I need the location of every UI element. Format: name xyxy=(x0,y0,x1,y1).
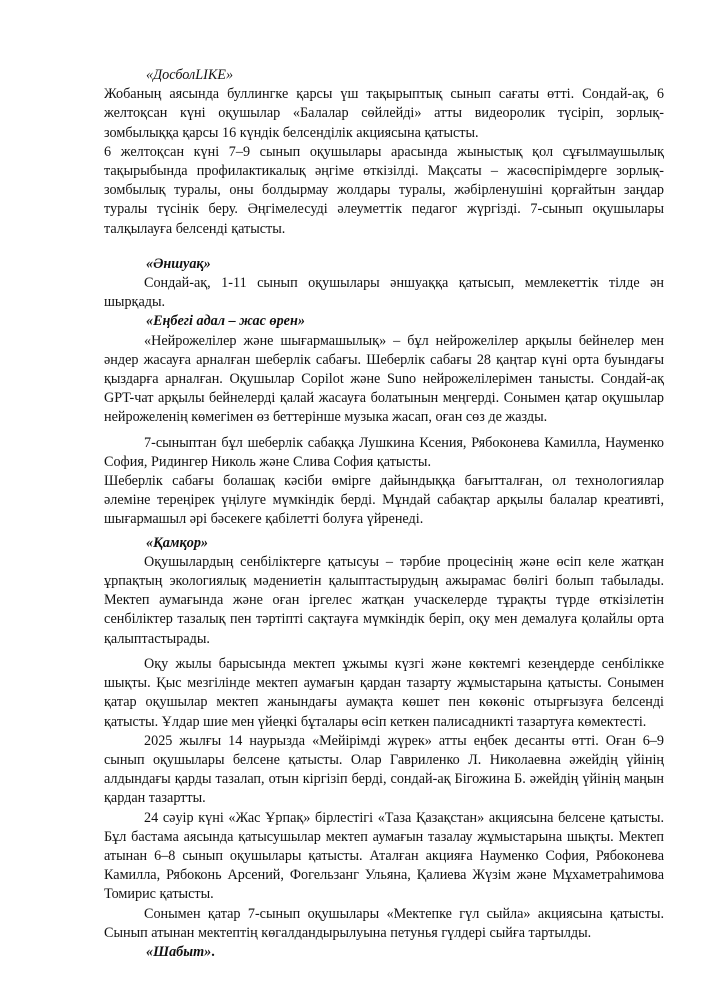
paragraph-dosbollike-2: 6 желтоқсан күні 7–9 сынып оқушылары арасында жыныстық қол сұғылмаушылық тақырыбында профилактикалық әңгіме өткізілді. Мақсаты – жасөспірімдерге зорлық-зомбылық туралы, оны болдырмау жолдары туралы, жәбірленушіні қорғайтын заңдар туралы түсінік беру. Әңгімелесуді әлеуметтік педагог жүргізді. 7-сынып оқушылары талқылауға белсенді қатысты. xyxy=(104,143,664,237)
paragraph-enbegi-adal-1: «Нейрожелілер және шығармашылық» – бұл нейрожелілер арқылы бейнелер мен әндер жасауға арналған шеберлік сабағы. Шеберлік сабағы 28 қаңтар күні орта буындағы қыздарға арналған. Оқушылар Copilot және Suno нейрожелілерімен танысты. Сондай-ақ GPT-чат арқылы бейнелерді қалай жасауға болатынын меңгерді. Сонымен қатар оқушылар нейрожеленің көмегімен өз беттерінше музыка жасап, оған сөз де жазды. xyxy=(104,332,664,426)
paragraph-kamkor-3: 2025 жылғы 14 наурызда «Мейірімді жүрек» атты еңбек десанты өтті. Оған 6–9 сынып оқушылары белсене қатысты. Олар Гавриленко Л. Николаевна әжейдің үйінің алдындағы қарды тазалап, отын кіргізіп берді, сондай-ақ Бігожина Б. әжейдің үйінің маңын қардан тазартты. xyxy=(104,732,664,807)
paragraph-kamkor-4: 24 сәуір күні «Жас Ұрпақ» бірлестігі «Таза Қазақстан» акциясына белсене қатысты. Бұл бастама аясында қатысушылар мектеп аумағын тазалау жұмыстарына шықты. Мектеп атынан 6–8 сынып оқушылары қатысты. Аталған акцияға Науменко София, Рябоконева Камилла, Рябоконь Арсений, Фогельзанг Ульяна, Қалиева Жүзім және Мұхаметраһимова Томирис қатысты. xyxy=(104,809,664,903)
section-title-shabyt-text: «Шабыт» xyxy=(146,943,212,960)
section-title-kamkor: «Қамқор» xyxy=(146,534,209,551)
section-title-enbegi-adal: «Еңбегі адал – жас өрен» xyxy=(146,313,305,330)
section-title-anshuak: «Әншуақ» xyxy=(146,255,211,272)
section-title-dosbollike: «ДосболLIKE» xyxy=(146,67,234,83)
section-title-shabyt xyxy=(104,943,664,962)
section-title-shabyt-dot: . xyxy=(211,943,215,960)
paragraph-kamkor-1: Оқушылардың сенбіліктерге қатысуы – тәрбие процесінің және өсіп келе жатқан ұрпақтың экологиялық мәдениетін қалыптастырудың ажырамас бөлігі болып табылады. Мектеп аумағында және оған іргелес жатқан учаскелерде тұрақты түрде өткізілетін сенбіліктер тазалық пен тәртіпті сақтауға мүмкіндік беріп, оқу мен демалуға қолайлы орта қалыптастырады. xyxy=(104,553,664,647)
paragraph-kamkor-5: Сонымен қатар 7-сынып оқушылары «Мектепке гүл сыйла» акциясына қатысты. Сынып атынан мектептің көгалдандырылуына петунья гүлдері сыйға тартылды. xyxy=(104,905,664,941)
paragraph-enbegi-adal-3: Шеберлік сабағы болашақ кәсіби өмірге дайындыққа бағытталған, ол технологиялар әлеміне тереңірек үңілуге мүмкіндік берді. Мұндай сабақтар арқылы балалар креативті, шығармашыл әрі бәсекеге қабілетті болуға үйренеді. xyxy=(104,473,664,528)
paragraph-dosbollike-1: Жобаның аясында буллингке қарсы үш тақырыптық сынып сағаты өтті. Сондай-ақ, 6 желтоқсан күні оқушылар «Балалар сөйлейді» атты видеоролик түсіріп, зорлық-зомбылыққа қарсы 16 күндік белсенділік акциясына қатысты. xyxy=(104,86,664,141)
paragraph-enbegi-adal-2: 7-сыныптан бұл шеберлік сабаққа Лушкина Ксения, Рябоконева Камилла, Науменко София, Ридингер Николь және Слива София қатысты. xyxy=(104,434,664,470)
document-page xyxy=(104,66,664,962)
paragraph-kamkor-2: Оқу жылы барысында мектеп ұжымы күзгі және көктемгі кезеңдерде сенбілікке шықты. Қыс мезгілінде мектеп аумағын қардан тазарту жұмыстарына қатысты. Сонымен қатар оқушылар мектеп жанындағы аумақта көшет пен көкөніс отырғызуға белсенді қатысты. Ұлдар шие мен үйеңкі бұталары өсіп кеткен палисадникті тазартуға көмектесті. xyxy=(104,655,664,730)
paragraph-anshuak-1: Сондай-ақ, 1-11 сынып оқушылары әншуаққа қатысып, мемлекеттік тілде ән шырқады. xyxy=(104,275,664,311)
spacer xyxy=(104,239,664,255)
